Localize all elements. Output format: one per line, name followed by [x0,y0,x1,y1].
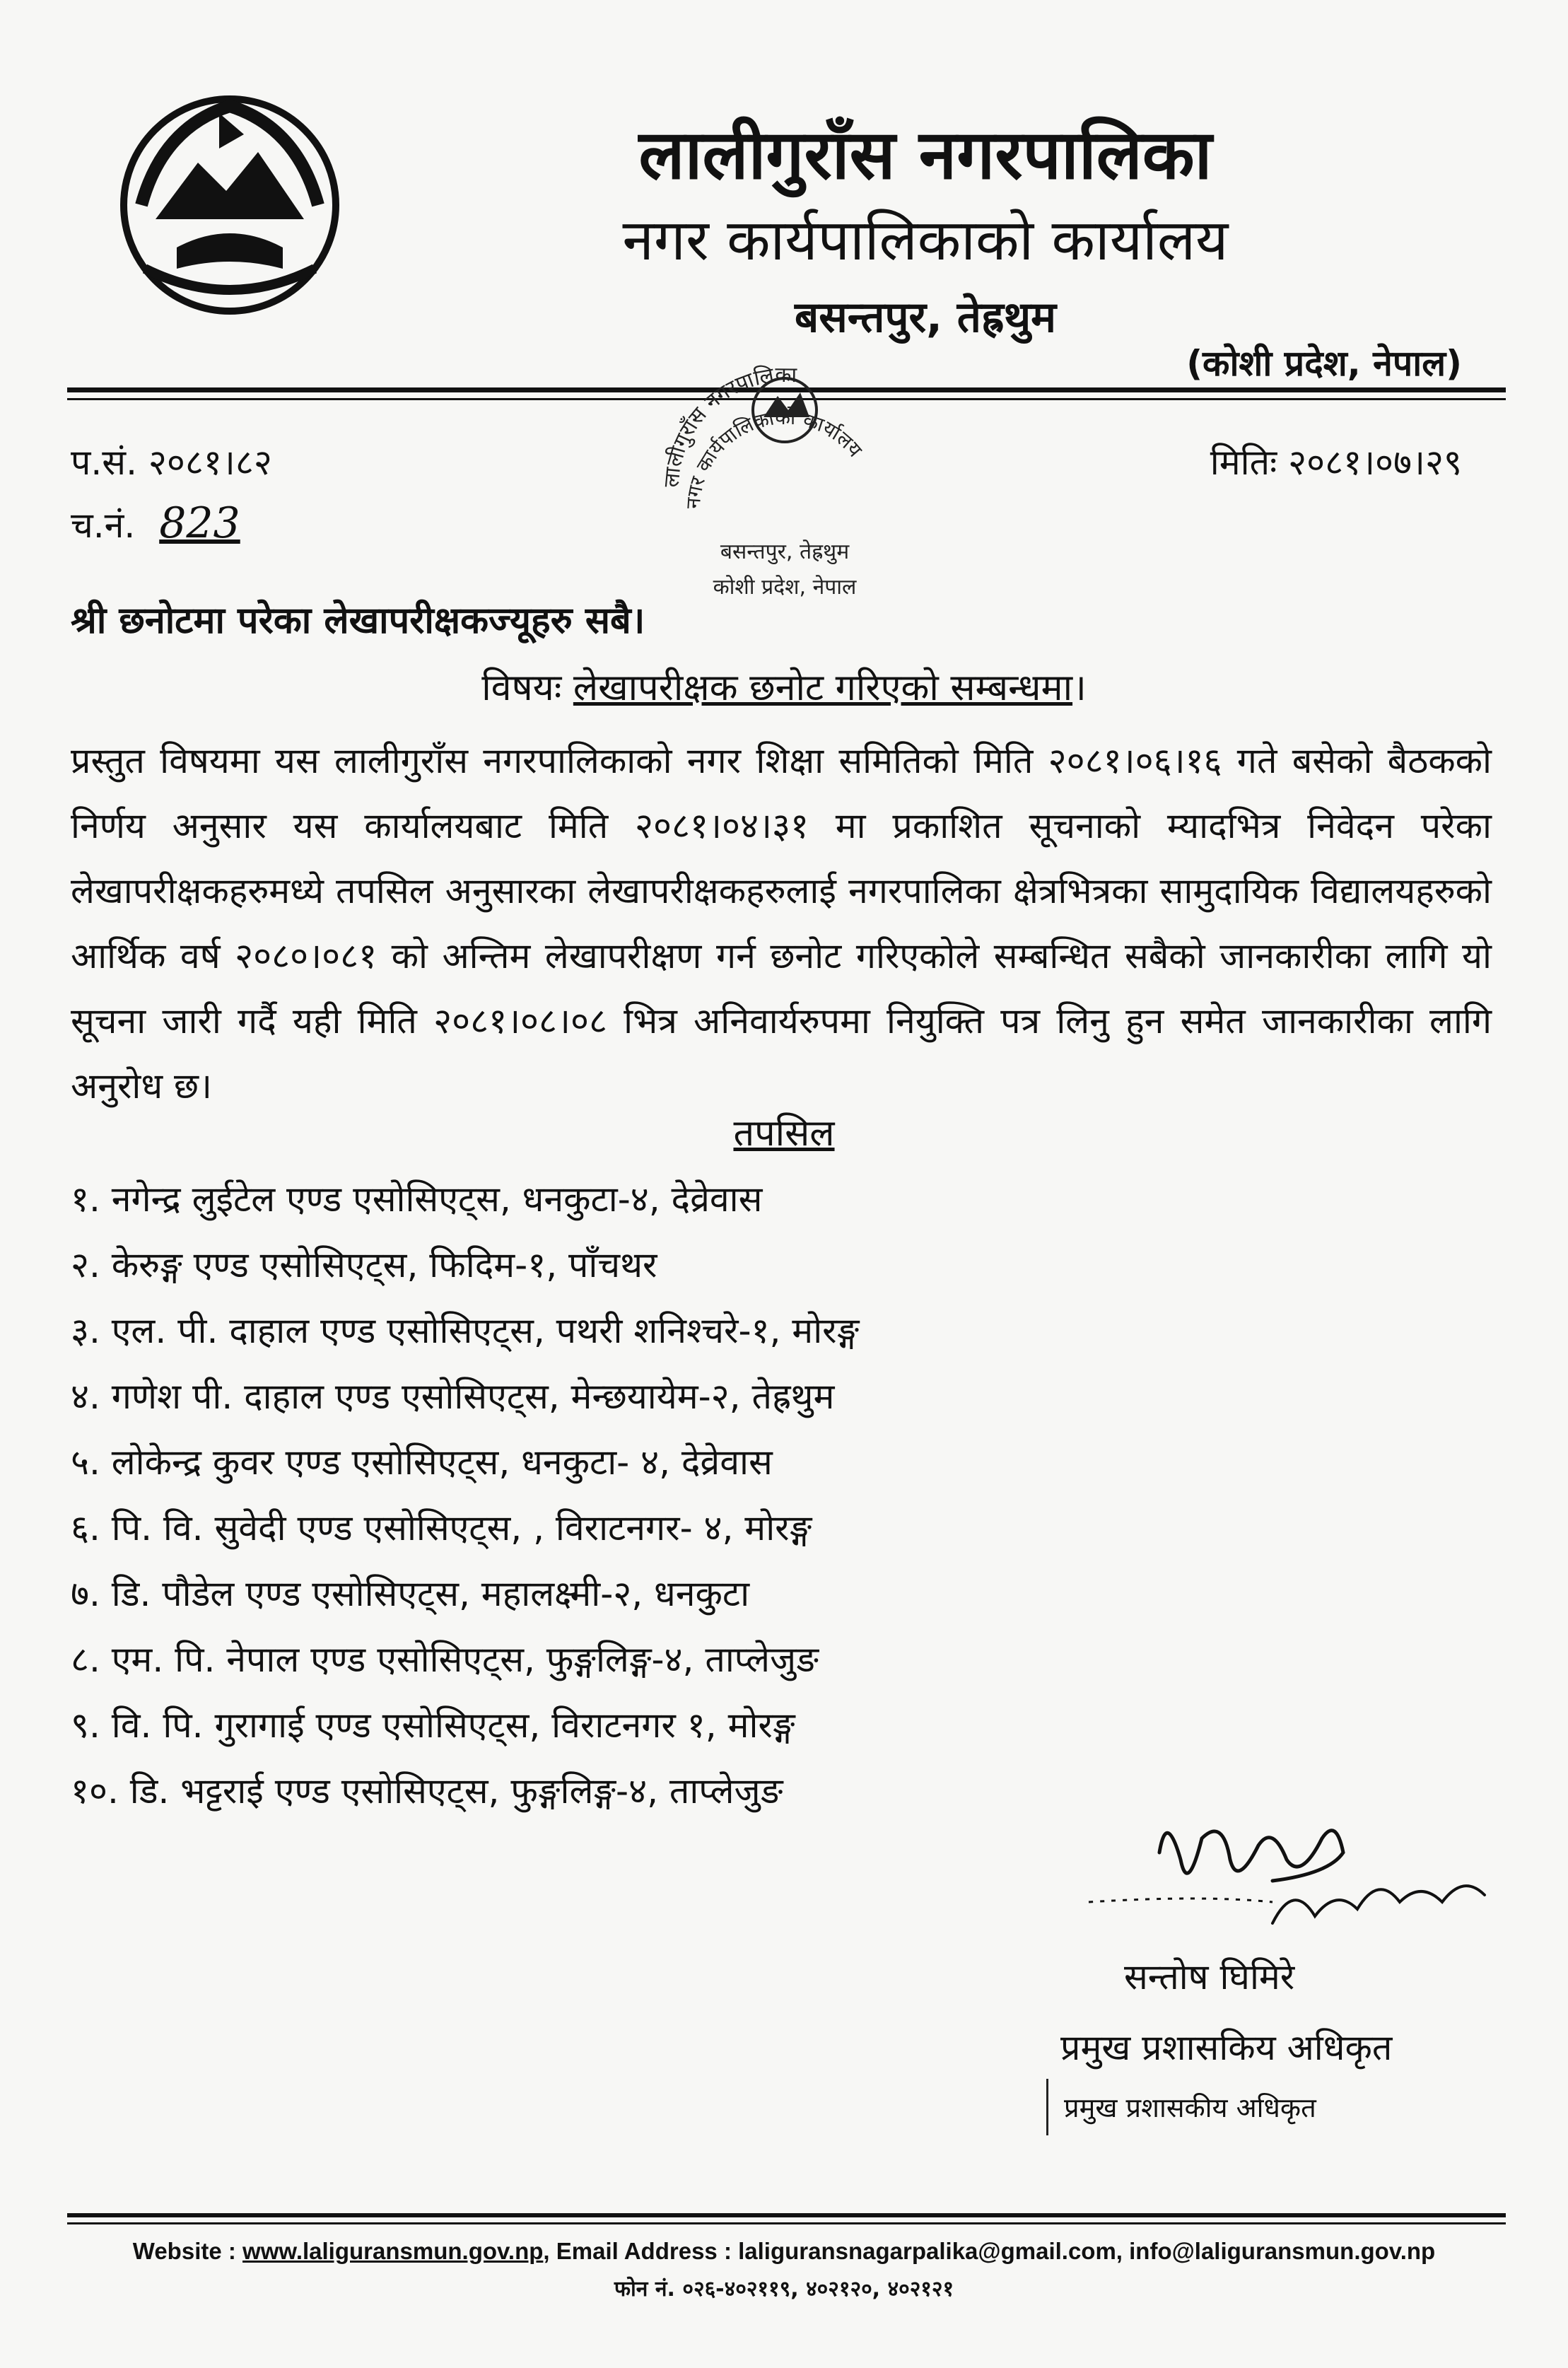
list-item: ६. पि. वि. सुवेदी एण्ड एसोसिएट्स, , विराटनगर- ४, मोरङ्ग [71,1507,812,1548]
chalani-label: च.नं. [71,505,136,546]
subject-end: । [1072,667,1087,709]
subject-line [0,661,1568,711]
subject-text: लेखापरीक्षक छनोट गरिएको सम्बन्धमा [573,667,1073,709]
list-item: १०. डि. भट्टराई एण्ड एसोसिएट्स, फुङ्गलिङ्ग-४, ताप्लेजुङ [71,1771,783,1812]
stamp-line-3: बसन्तपुर, तेह्रथुम [720,539,850,564]
designation-stamp: प्रमुख प्रशासकीय अधिकृत [1046,2079,1332,2135]
org-name: लालीगुराँस नगरपालिका [638,115,1212,194]
website-link[interactable]: www.laliguransmun.gov.np [242,2238,544,2264]
email-label: , Email Address : [543,2238,732,2264]
province-label: (कोशी प्रदेश, नेपाल) [1186,343,1462,384]
list-item: ५. लोकेन्द्र कुवर एण्ड एसोसिएट्स, धनकुटा- ४, देव्रेवास [71,1442,773,1483]
office-stamp [636,346,933,615]
website-label: Website : [132,2238,236,2264]
list-item: १. नगेन्द्र लुईटेल एण्ड एसोसिएट्स, धनकुटा-४, देव्रेवास [71,1179,763,1220]
subject-label: विषयः [481,667,562,709]
office-name: नगर कार्यपालिकाको कार्यालय [622,207,1229,273]
stamp-line-4: कोशी प्रदेश, नेपाल [713,575,857,600]
letter-date: मितिः २०८१।०७।२९ [1210,442,1462,483]
signatory-name: सन्तोष घिमिरे [1124,1956,1295,1997]
list-item: २. केरुङ्ग एण्ड एसोसिएट्स, फिदिम-१, पाँचथर [71,1244,657,1285]
list-item: ४. गणेश पी. दाहाल एण्ड एसोसिएट्स, मेन्छयायेम-२, तेह्रथुम [71,1376,835,1417]
letter-body: प्रस्तुत विषयमा यस लालीगुराँस नगरपालिकाको नगर शिक्षा समितिको मिति २०८१।०६।१६ गते बसेको बैठकको निर्णय अनुसार यस कार्यालयबाट मिति २०८१।०४।३१ मा प्रकाशित सूचनाको म्यादभित्र निवेदन परेका लेखापरीक्षकहरुमध्ये तपसिल अनुसारका लेखापरीक्षकहरुलाई नगरपालिका क्षेत्रभित्रका सामुदायिक विद्यालयहरुको आर्थिक वर्ष २०८०।०८१ को अन्तिम लेखापरीक्षण गर्न छनोट गरिएकोले सम्बन्धित सबैको जानकारीका लागि यो सूचना जारी गर्दै यही मिति २०८१।०८।०८ भित्र अनिवार्यरुपमा नियुक्ति पत्र लिनु हुन समेत जानकारीका लागि अनुरोध छ। [71,740,1492,1107]
chalani-number: 823 [159,498,240,548]
footer-contact [0,2238,1568,2265]
list-item: ७. डि. पौडेल एण्ड एसोसिएट्स, महालक्ष्मी-२, धनकुटा [71,1573,750,1614]
email-addresses[interactable]: laliguransnagarpalika@gmail.com, info@laliguransmun.gov.np [738,2238,1436,2264]
recipient: श्री छनोटमा परेका लेखापरीक्षकज्यूहरु सबै। [71,600,645,642]
signature-mark [1060,1796,1513,1952]
list-item: ८. एम. पि. नेपाल एण्ड एसोसिएट्स, फुङ्गलिङ्ग-४, ताप्लेजुङ [71,1639,819,1680]
patra-sankhya: प.सं. २०८१।८२ [71,442,272,483]
office-address: बसन्तपुर, तेह्रथुम [794,293,1057,342]
chalani-number-row [71,498,240,548]
signatory-title: प्रमुख प्रशासकिय अधिकृत [1060,2027,1393,2068]
footer-rule-thin [67,2222,1506,2224]
stamp-line-2: नगर कार्यपालिकाको कार्यालय [681,405,867,510]
list-item: ३. एल. पी. दाहाल एण्ड एसोसिएट्स, पथरी शनिश्चरे-१, मोरङ्ग [71,1310,860,1351]
auditor-list [71,1167,859,1824]
list-item: ९. वि. पि. गुरागाई एण्ड एसोसिएट्स, विराटनगर १, मोरङ्ग [71,1705,795,1746]
footer-phone: फोन नं. ०२६-४०२११९, ४०२१२०, ४०२१२१ [614,2277,954,2302]
footer-rule [67,2213,1506,2217]
list-heading: तपसिल [733,1112,835,1155]
stamp-line-1: लालीगुराँस नगरपालिका [659,362,797,489]
